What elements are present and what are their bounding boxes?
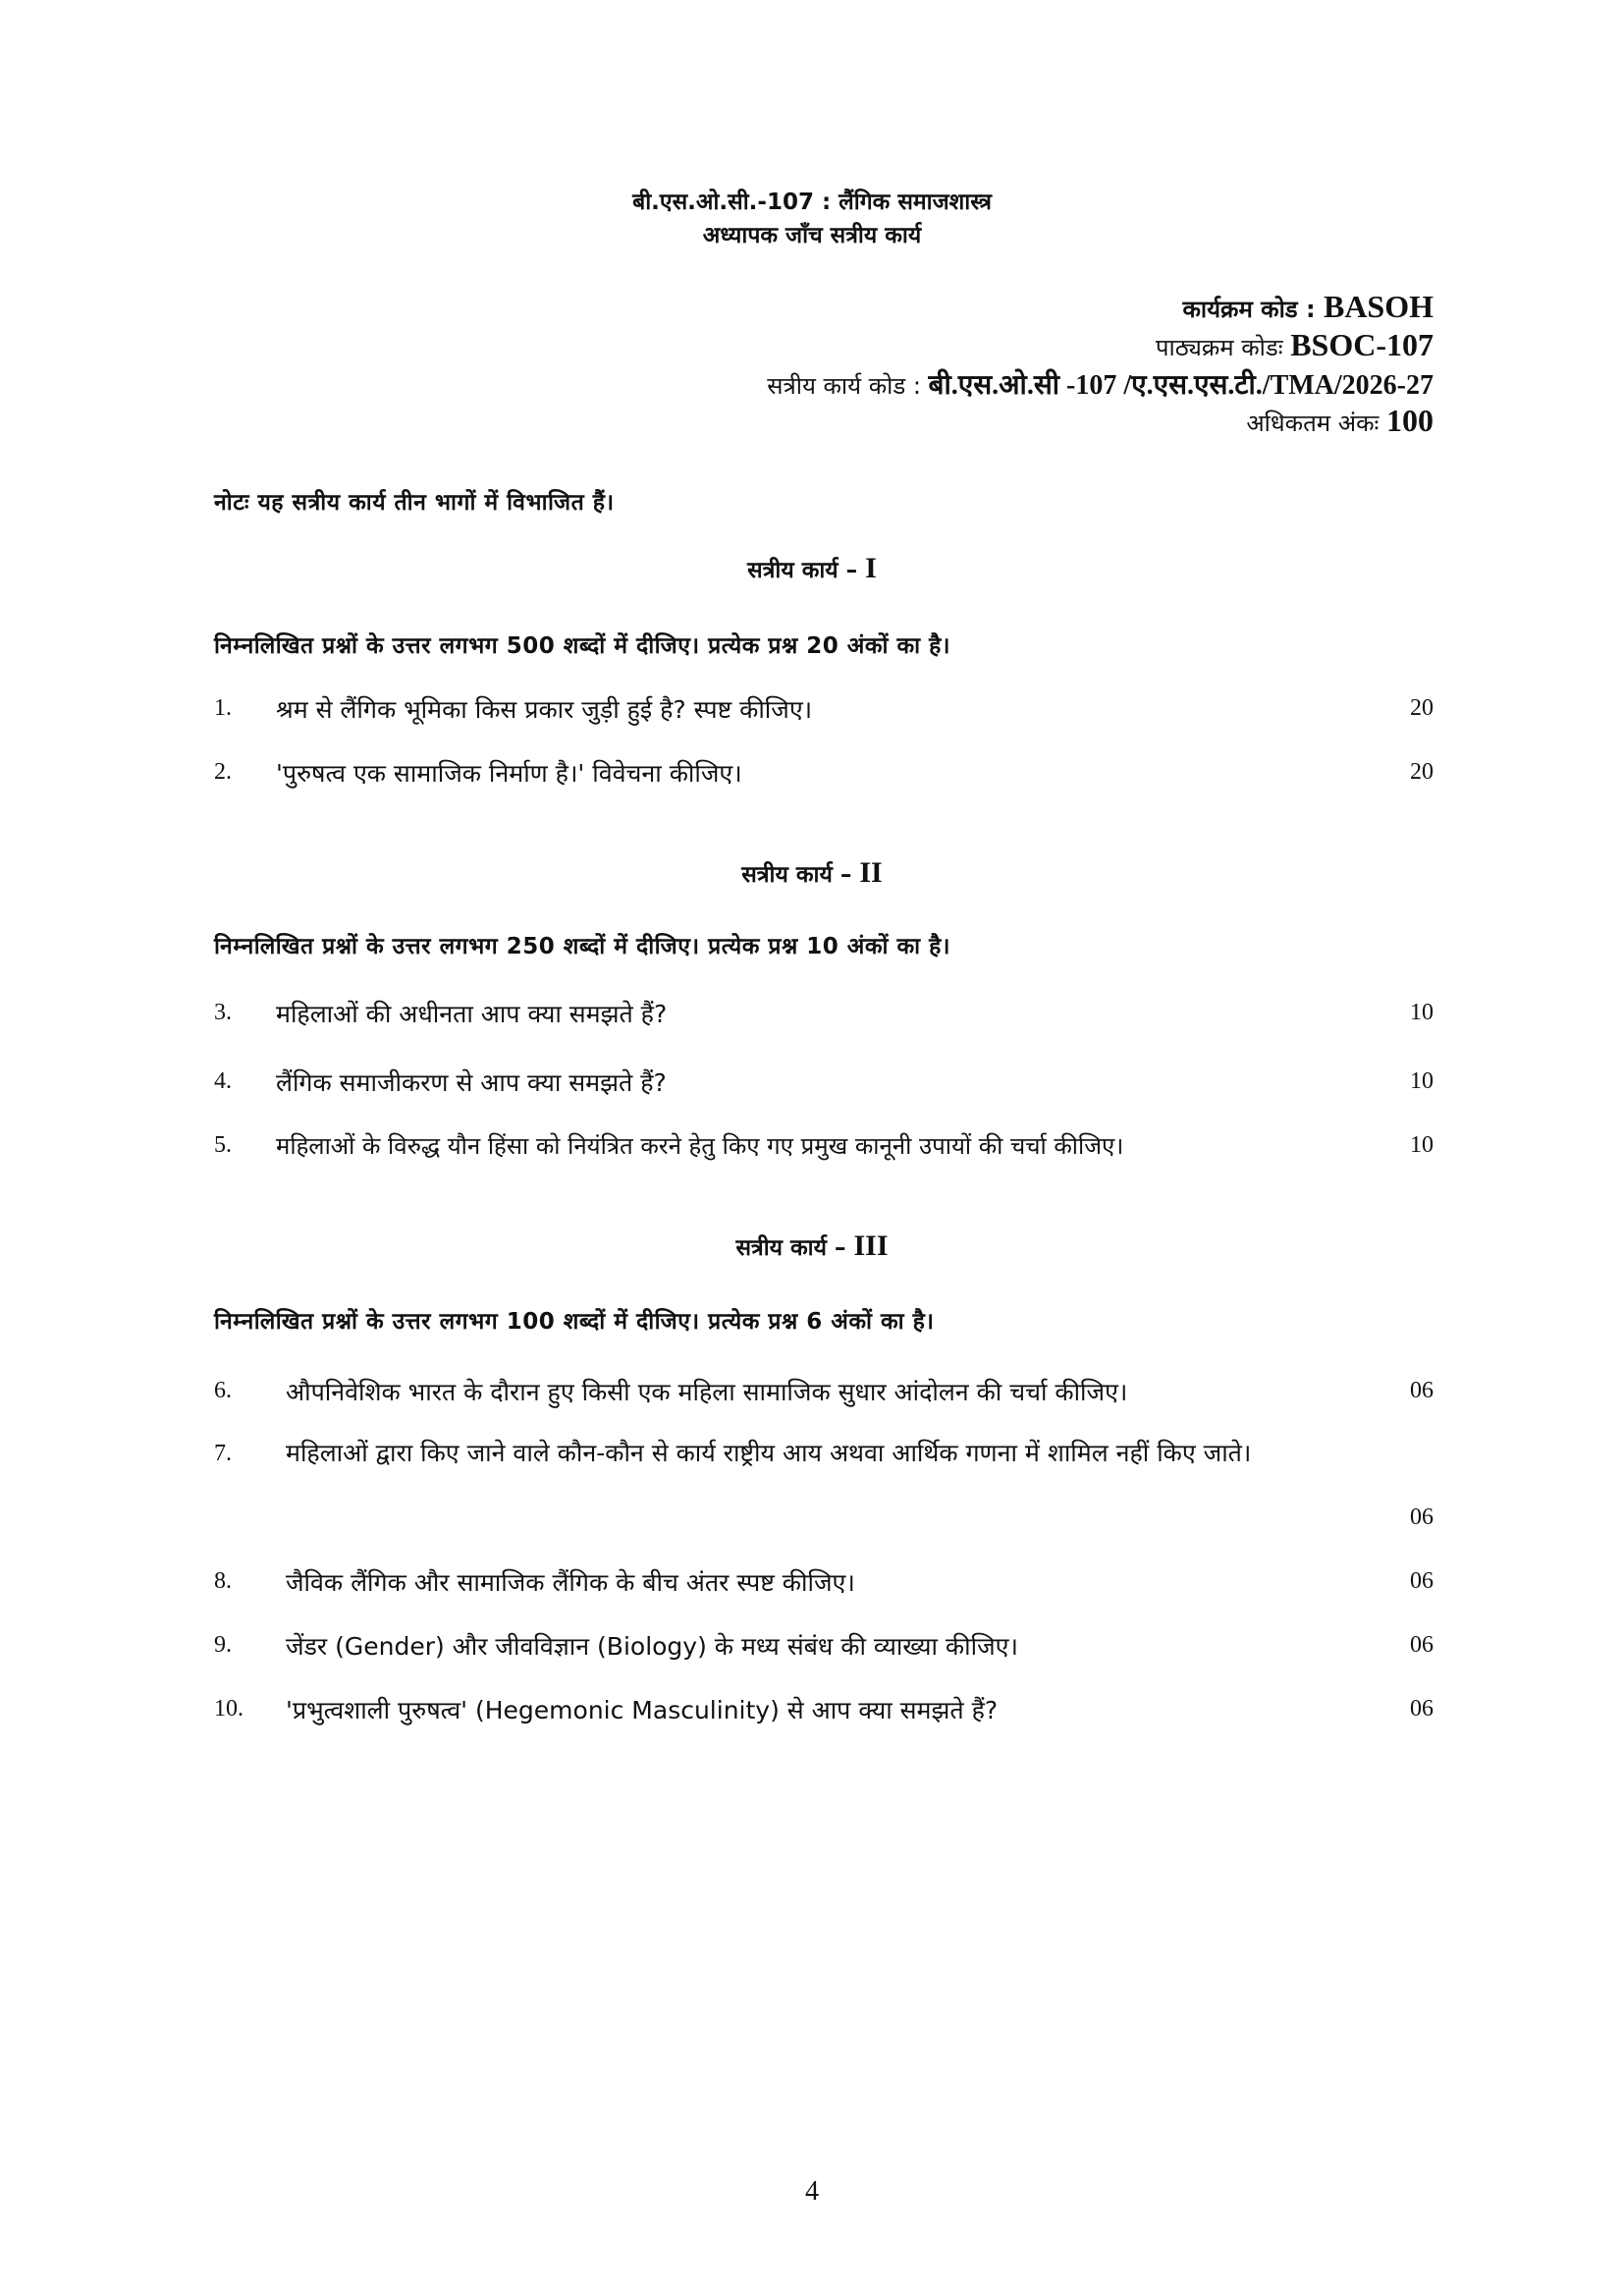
section-instruction-1: निम्नलिखित प्रश्नों के उत्तर लगभग 500 शब्दों में दीजिए। प्रत्येक प्रश्न 20 अंकों का है। — [214, 633, 951, 659]
document-subtitle: अध्यापक जाँच सत्रीय कार्य — [702, 223, 922, 248]
question-marks: 20 — [1410, 695, 1434, 721]
question-text: 'पुरुषत्व एक सामाजिक निर्माण है।' विवेचना कीजिए। — [276, 759, 742, 788]
page-number: 4 — [805, 2176, 819, 2207]
section-instruction-2: निम्नलिखित प्रश्नों के उत्तर लगभग 250 शब्दों में दीजिए। प्रत्येक प्रश्न 10 अंकों का है। — [214, 934, 951, 959]
section-instruction-3: निम्नलिखित प्रश्नों के उत्तर लगभग 100 शब्दों में दीजिए। प्रत्येक प्रश्न 6 अंकों का है। — [214, 1309, 935, 1335]
assignment-code-line — [767, 365, 1434, 403]
question-number: 8. — [214, 1568, 232, 1594]
question-number: 10. — [214, 1696, 244, 1722]
course-code-line — [1156, 327, 1434, 363]
question-text: जेंडर (Gender) और जीवविज्ञान (Biology) के मध्य संबंध की व्याख्या कीजिए। — [286, 1632, 1018, 1661]
question-text: महिलाओं द्वारा किए जाने वाले कौन-कौन से कार्य राष्ट्रीय आय अथवा आर्थिक गणना में शामिल नहीं किए जाते। — [286, 1439, 1252, 1467]
question-marks: 06 — [1410, 1632, 1434, 1658]
question-text: लैंगिक समाजीकरण से आप क्या समझते हैं? — [276, 1068, 667, 1097]
question-marks: 06 — [1410, 1504, 1434, 1530]
assignment-code-value: बी.एस.ओ.सी -107 /ए.एस.एस.टी./TMA/2026-27 — [928, 370, 1434, 401]
section-heading-3 — [0, 1230, 1624, 1263]
question-marks: 06 — [1410, 1696, 1434, 1722]
question-text: महिलाओं के विरुद्ध यौन हिंसा को नियंत्रित करने हेतु किए गए प्रमुख कानूनी उपायों की चर्चा कीजिए। — [276, 1132, 1124, 1160]
max-marks-value: 100 — [1386, 403, 1434, 438]
section-heading-1 — [0, 552, 1624, 585]
section-roman: III — [853, 1230, 889, 1262]
program-code-value: BASOH — [1323, 289, 1434, 324]
question-marks: 10 — [1410, 1132, 1434, 1158]
question-number: 1. — [214, 695, 232, 721]
question-text: औपनिवेशिक भारत के दौरान हुए किसी एक महिला सामाजिक सुधार आंदोलन की चर्चा कीजिए। — [286, 1378, 1128, 1406]
question-text: 'प्रभुत्वशाली पुरुषत्व' (Hegemonic Masculinity) से आप क्या समझते हैं? — [286, 1696, 999, 1724]
question-number: 9. — [214, 1632, 232, 1658]
section-heading-label: सत्रीय कार्य – — [747, 558, 866, 583]
question-number: 2. — [214, 759, 232, 785]
question-marks: 06 — [1410, 1378, 1434, 1403]
course-code-label: पाठ्यक्रम कोडः — [1155, 334, 1291, 361]
question-marks: 06 — [1410, 1568, 1434, 1594]
section-heading-label: सत्रीय कार्य – — [735, 1235, 854, 1261]
question-number: 6. — [214, 1378, 232, 1403]
max-marks-label: अधिकतम अंकः — [1246, 410, 1386, 437]
question-marks: 10 — [1410, 1068, 1434, 1094]
question-number: 3. — [214, 1000, 232, 1025]
question-text: महिलाओं की अधीनता आप क्या समझते हैं? — [276, 1000, 668, 1028]
max-marks-line — [1246, 403, 1434, 439]
course-code-value: BSOC-107 — [1290, 327, 1434, 362]
question-number: 7. — [214, 1441, 232, 1466]
section-roman: II — [859, 856, 883, 889]
question-number: 4. — [214, 1068, 232, 1094]
note: नोटः यह सत्रीय कार्य तीन भागों में विभाजित हैं। — [214, 490, 615, 516]
question-marks: 10 — [1410, 1000, 1434, 1025]
question-marks: 20 — [1410, 759, 1434, 785]
question-text: जैविक लैंगिक और सामाजिक लैंगिक के बीच अंतर स्पष्ट कीजिए। — [286, 1568, 855, 1597]
section-heading-label: सत्रीय कार्य – — [741, 862, 860, 888]
section-roman: I — [865, 552, 877, 584]
question-text: श्रम से लैंगिक भूमिका किस प्रकार जुड़ी हुई है? स्पष्ट कीजिए। — [276, 695, 813, 724]
document-title: बी.एस.ओ.सी.-107 : लैंगिक समाजशास्त्र — [632, 190, 992, 215]
program-code-line — [1182, 289, 1434, 325]
program-code-label: कार्यक्रम कोड : — [1182, 296, 1324, 323]
section-heading-2 — [0, 856, 1624, 890]
assignment-code-label: सत्रीय कार्य कोड : — [767, 372, 929, 400]
question-number: 5. — [214, 1132, 232, 1158]
